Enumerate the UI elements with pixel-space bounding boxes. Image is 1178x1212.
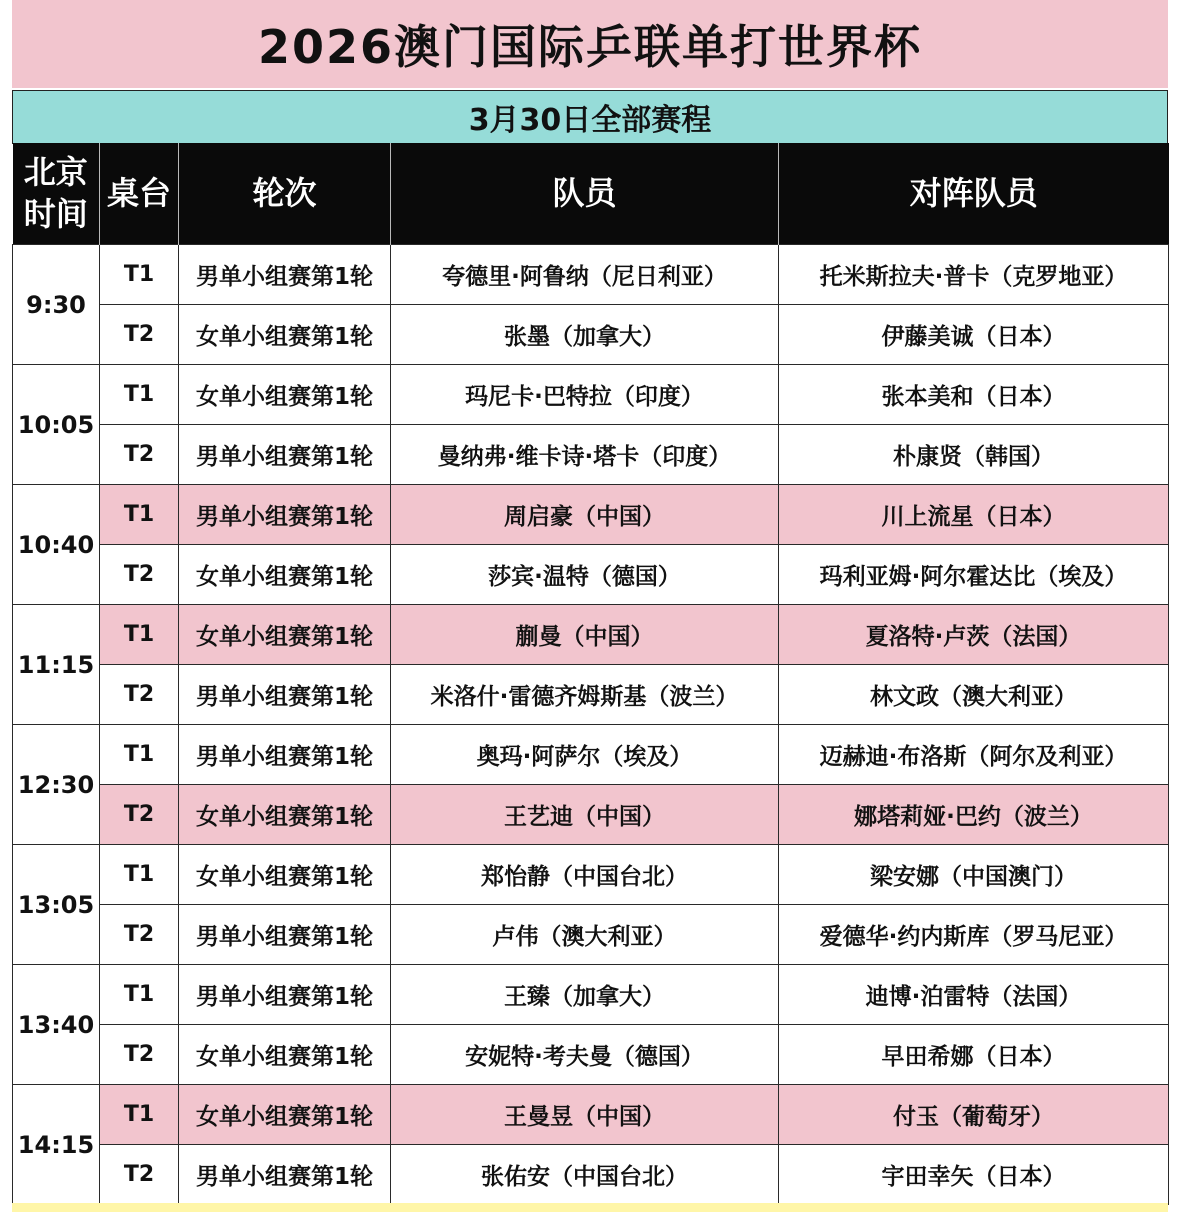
- player-cell: 莎宾·温特（德国）: [391, 545, 779, 605]
- round-cell: 女单小组赛第1轮: [179, 785, 391, 845]
- opponent-cell: 娜塔莉娅·巴约（波兰）: [779, 785, 1169, 845]
- table-row: [13, 545, 1169, 605]
- table-row: [13, 485, 1169, 545]
- table-row: [13, 245, 1169, 305]
- table-cell: T1: [100, 725, 179, 785]
- header-opponent: 对阵队员: [779, 143, 1169, 245]
- table-row: [13, 965, 1169, 1025]
- table-cell: T1: [100, 365, 179, 425]
- table-row: [13, 785, 1169, 845]
- table-row: [13, 1025, 1169, 1085]
- table-cell: T2: [100, 905, 179, 965]
- player-cell: 王艺迪（中国）: [391, 785, 779, 845]
- opponent-cell: 川上流星（日本）: [779, 485, 1169, 545]
- round-cell: 男单小组赛第1轮: [179, 665, 391, 725]
- player-cell: 卢伟（澳大利亚）: [391, 905, 779, 965]
- schedule-body: [13, 245, 1169, 1205]
- header-row: [13, 143, 1169, 245]
- player-cell: 王曼昱（中国）: [391, 1085, 779, 1145]
- table-cell: T1: [100, 965, 179, 1025]
- time-cell: 9:30: [13, 245, 100, 365]
- header-table: 桌台: [100, 143, 179, 245]
- opponent-cell: 早田希娜（日本）: [779, 1025, 1169, 1085]
- table-cell: T1: [100, 605, 179, 665]
- opponent-cell: 朴康贤（韩国）: [779, 425, 1169, 485]
- time-cell: 11:15: [13, 605, 100, 725]
- table-cell: T1: [100, 485, 179, 545]
- round-cell: 男单小组赛第1轮: [179, 425, 391, 485]
- table-row: [13, 665, 1169, 725]
- opponent-cell: 夏洛特·卢茨（法国）: [779, 605, 1169, 665]
- opponent-cell: 梁安娜（中国澳门）: [779, 845, 1169, 905]
- opponent-cell: 伊藤美诚（日本）: [779, 305, 1169, 365]
- time-cell: 10:05: [13, 365, 100, 485]
- opponent-cell: 付玉（葡萄牙）: [779, 1085, 1169, 1145]
- player-cell: 王臻（加拿大）: [391, 965, 779, 1025]
- player-cell: 蒯曼（中国）: [391, 605, 779, 665]
- table-cell: T2: [100, 665, 179, 725]
- opponent-cell: 爱德华·约内斯库（罗马尼亚）: [779, 905, 1169, 965]
- time-cell: 10:40: [13, 485, 100, 605]
- time-cell: 14:15: [13, 1085, 100, 1205]
- page-title: 2026澳门国际乒联单打世界杯: [12, 0, 1168, 88]
- table-cell: T1: [100, 245, 179, 305]
- player-cell: 郑怡静（中国台北）: [391, 845, 779, 905]
- table-cell: T2: [100, 785, 179, 845]
- player-cell: 玛尼卡·巴特拉（印度）: [391, 365, 779, 425]
- header-time-line1: 北京: [23, 152, 88, 191]
- table-row: [13, 305, 1169, 365]
- table-row: [13, 605, 1169, 665]
- opponent-cell: 玛利亚姆·阿尔霍达比（埃及）: [779, 545, 1169, 605]
- table-cell: T2: [100, 425, 179, 485]
- table-cell: T2: [100, 305, 179, 365]
- table-cell: T2: [100, 1145, 179, 1205]
- table-cell: T1: [100, 1085, 179, 1145]
- player-cell: 安妮特·考夫曼（德国）: [391, 1025, 779, 1085]
- round-cell: 男单小组赛第1轮: [179, 485, 391, 545]
- player-cell: 奥玛·阿萨尔（埃及）: [391, 725, 779, 785]
- player-cell: 米洛什·雷德齐姆斯基（波兰）: [391, 665, 779, 725]
- time-cell: 12:30: [13, 725, 100, 845]
- table-row: [13, 845, 1169, 905]
- round-cell: 女单小组赛第1轮: [179, 845, 391, 905]
- header-round: 轮次: [179, 143, 391, 245]
- round-cell: 女单小组赛第1轮: [179, 605, 391, 665]
- round-cell: 男单小组赛第1轮: [179, 1145, 391, 1205]
- table-row: [13, 1145, 1169, 1205]
- schedule-table: [12, 143, 1169, 1205]
- opponent-cell: 托米斯拉夫·普卡（克罗地亚）: [779, 245, 1169, 305]
- round-cell: 女单小组赛第1轮: [179, 365, 391, 425]
- player-cell: 张佑安（中国台北）: [391, 1145, 779, 1205]
- round-cell: 女单小组赛第1轮: [179, 1085, 391, 1145]
- round-cell: 女单小组赛第1轮: [179, 305, 391, 365]
- table-row: [13, 425, 1169, 485]
- player-cell: 周启豪（中国）: [391, 485, 779, 545]
- round-cell: 女单小组赛第1轮: [179, 545, 391, 605]
- round-cell: 男单小组赛第1轮: [179, 905, 391, 965]
- header-player: 队员: [391, 143, 779, 245]
- table-cell: T2: [100, 1025, 179, 1085]
- player-cell: 曼纳弗·维卡诗·塔卡（印度）: [391, 425, 779, 485]
- time-cell: 13:40: [13, 965, 100, 1085]
- player-cell: 夸德里·阿鲁纳（尼日利亚）: [391, 245, 779, 305]
- table-cell: T1: [100, 845, 179, 905]
- round-cell: 男单小组赛第1轮: [179, 965, 391, 1025]
- player-cell: 张墨（加拿大）: [391, 305, 779, 365]
- opponent-cell: 张本美和（日本）: [779, 365, 1169, 425]
- round-cell: 男单小组赛第1轮: [179, 725, 391, 785]
- table-cell: T2: [100, 545, 179, 605]
- opponent-cell: 林文政（澳大利亚）: [779, 665, 1169, 725]
- round-cell: 女单小组赛第1轮: [179, 1025, 391, 1085]
- opponent-cell: 迪博·泊雷特（法国）: [779, 965, 1169, 1025]
- date-banner: 3月30日全部赛程: [12, 90, 1168, 144]
- opponent-cell: 宇田幸矢（日本）: [779, 1145, 1169, 1205]
- header-time: [13, 143, 100, 245]
- table-row: [13, 1085, 1169, 1145]
- round-cell: 男单小组赛第1轮: [179, 245, 391, 305]
- time-cell: 13:05: [13, 845, 100, 965]
- table-row: [13, 365, 1169, 425]
- table-row: [13, 725, 1169, 785]
- table-row: [13, 905, 1169, 965]
- bottom-strip: [12, 1203, 1168, 1212]
- opponent-cell: 迈赫迪·布洛斯（阿尔及利亚）: [779, 725, 1169, 785]
- header-time-line2: 时间: [23, 194, 88, 233]
